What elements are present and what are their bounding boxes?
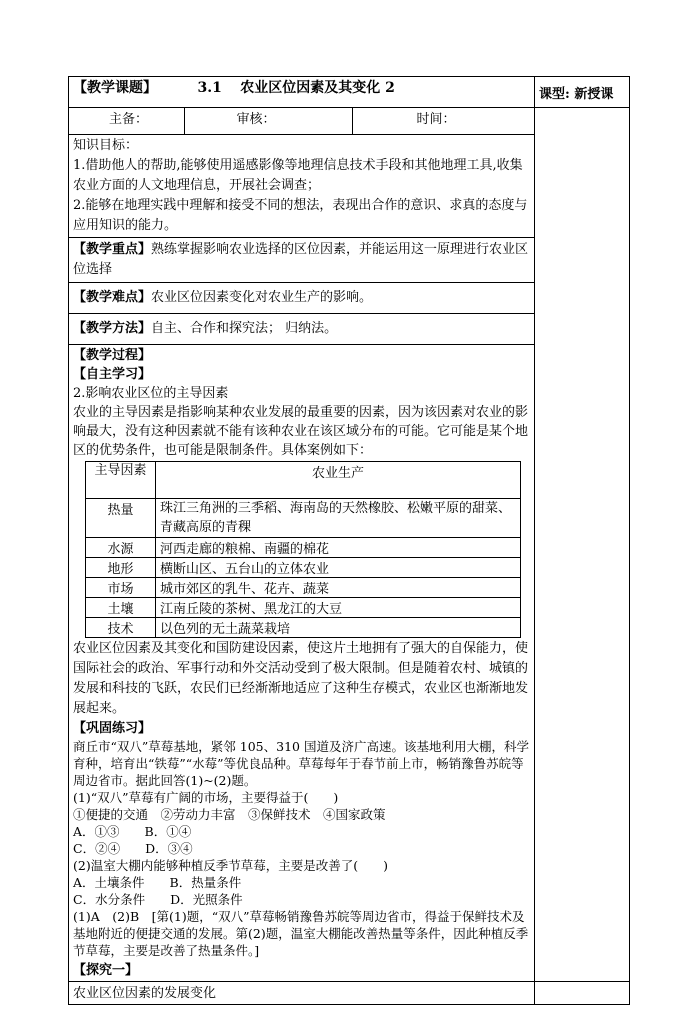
goal-item-2: 2.能够在地理实践中理解和接受不同的想法，表现出合作的意识、求真的态度与应用知识的能力。 bbox=[73, 198, 528, 233]
goals-cell bbox=[69, 135, 535, 238]
difficult-text: 农业区位因素变化对农业生产的影响。 bbox=[151, 290, 373, 305]
factor-table-header bbox=[86, 462, 521, 499]
factor-table bbox=[85, 461, 521, 638]
question-1-options-cd: C．②④ D．③④ bbox=[73, 841, 193, 856]
host-label: 主备： bbox=[69, 108, 184, 134]
production-cell: 珠江三角洲的三季稻、海南岛的天然橡胶、松嫩平原的甜菜、青藏高原的青稞 bbox=[156, 499, 521, 538]
factor-cell: 土壤 bbox=[86, 598, 156, 618]
title-number: 3.1 bbox=[197, 80, 222, 96]
table-row bbox=[86, 578, 521, 598]
factor-cell: 市场 bbox=[86, 578, 156, 598]
table-row bbox=[86, 499, 521, 538]
title-row bbox=[69, 77, 630, 108]
key-text: 熟练掌握影响农业选择的区位因素，并能运用这一原理进行农业区位选择 bbox=[73, 242, 529, 277]
practice-label: 【巩固练习】 bbox=[73, 721, 152, 736]
lesson-title-cell bbox=[69, 77, 535, 108]
title-text: 农业区位因素及其变化 2 bbox=[240, 80, 395, 96]
factor-header-production: 农业生产 bbox=[156, 462, 521, 499]
answer-explanation: (1)A (2)B [第(1)题，“双八”草莓畅销豫鲁苏皖等周边省市，得益于保鲜技术及基地附近的便捷交通的发展。第(2)题，温室大棚能改善热量等条件，因此种植反季节草莓，主要是改善了热量条件。] bbox=[73, 909, 529, 958]
method-cell bbox=[69, 314, 535, 345]
table-row bbox=[86, 598, 521, 618]
production-cell: 城市郊区的乳牛、花卉、蔬菜 bbox=[156, 578, 521, 598]
lesson-plan bbox=[68, 76, 629, 1005]
side-column-end bbox=[535, 982, 630, 1005]
explore-row bbox=[69, 982, 630, 1005]
time-label: 时间： bbox=[352, 108, 534, 134]
authors-cell bbox=[69, 108, 535, 135]
explore-text: 农业区位因素的发展变化 bbox=[73, 986, 217, 1001]
explore-label: 【探究一】 bbox=[73, 963, 139, 978]
question-2-options-cd: C．水分条件 D．光照条件 bbox=[73, 892, 243, 907]
goals-title: 知识目标： bbox=[73, 138, 139, 153]
practice-paragraph: 商丘市“双八”草莓基地，紧邻 105、310 国道及济广高速。该基地利用大棚，科学育种，培育出“铁莓”“水莓”等优良品种。草莓每年于春节前上市，畅销豫鲁苏皖等周边省市。据此回答(1)~(2)题。 bbox=[73, 739, 529, 788]
title-label: 【教学课题】 bbox=[73, 80, 157, 96]
table-row bbox=[86, 618, 521, 638]
authors-row bbox=[69, 108, 630, 135]
table-row bbox=[86, 558, 521, 578]
section-2-title: 2.影响农业区位的主导因素 bbox=[73, 386, 229, 401]
table-row bbox=[86, 538, 521, 558]
section-2-paragraph: 农业的主导因素是指影响某种农业发展的最重要的因素，因为该因素对农业的影响最大，没有这种因素就不能有该种农业在该区域分布的可能。它可能是某个地区的优势条件，也可能是限制条件。具体案例如下： bbox=[73, 405, 529, 458]
explore-cell bbox=[69, 982, 535, 1005]
factor-cell: 水源 bbox=[86, 538, 156, 558]
question-2: (2)温室大棚内能够种植反季节草莓，主要是改善了( ) bbox=[73, 858, 388, 873]
factor-header-factor: 主导因素 bbox=[86, 462, 156, 499]
process-cell bbox=[69, 345, 535, 982]
method-text: 自主、合作和探究法； 归纳法。 bbox=[151, 321, 338, 336]
production-cell: 河西走廊的粮棉、南疆的棉花 bbox=[156, 538, 521, 558]
factor-cell: 地形 bbox=[86, 558, 156, 578]
side-column bbox=[535, 108, 630, 982]
after-table-paragraph: 农业区位因素及其变化和国防建设因素，使这片土地拥有了强大的自保能力，使国际社会的政治、军事行动和外交活动受到了极大限制。但是随着农村、城镇的发展和科技的飞跃，农民们已经渐渐地适应了这种生存模式，农业区也渐渐地发展起来。 bbox=[73, 641, 529, 716]
question-1-statements: ①便捷的交通 ②劳动力丰富 ③保鲜技术 ④国家政策 bbox=[73, 807, 386, 822]
goal-item-1: 1.借助他人的帮助,能够使用遥感影像等地理信息技术手段和其他地理工具,收集农业方面的人文地理信息，开展社会调查； bbox=[73, 158, 523, 193]
lesson-type: 课型: 新授课 bbox=[535, 77, 630, 108]
question-2-options-ab: A．土壤条件 B．热量条件 bbox=[73, 875, 242, 890]
difficult-cell bbox=[69, 283, 535, 314]
production-cell: 以色列的无土蔬菜栽培 bbox=[156, 618, 521, 638]
factor-cell: 热量 bbox=[86, 499, 156, 538]
key-label: 【教学重点】 bbox=[73, 242, 152, 257]
difficult-label: 【教学难点】 bbox=[73, 290, 152, 305]
key-cell bbox=[69, 238, 535, 283]
authors-subtable bbox=[69, 108, 534, 134]
self-study-label: 【自主学习】 bbox=[73, 367, 152, 382]
method-label: 【教学方法】 bbox=[73, 321, 152, 336]
review-label: 审核： bbox=[184, 108, 352, 134]
question-1-options-ab: A．①③ B．①④ bbox=[73, 824, 192, 839]
question-1: (1)“双八”草莓有广阔的市场，主要得益于( ) bbox=[73, 790, 339, 805]
lesson-plan-table bbox=[68, 76, 630, 1005]
production-cell: 横断山区、五台山的立体农业 bbox=[156, 558, 521, 578]
process-label: 【教学过程】 bbox=[73, 348, 152, 363]
factor-cell: 技术 bbox=[86, 618, 156, 638]
production-cell: 江南丘陵的茶树、黑龙江的大豆 bbox=[156, 598, 521, 618]
